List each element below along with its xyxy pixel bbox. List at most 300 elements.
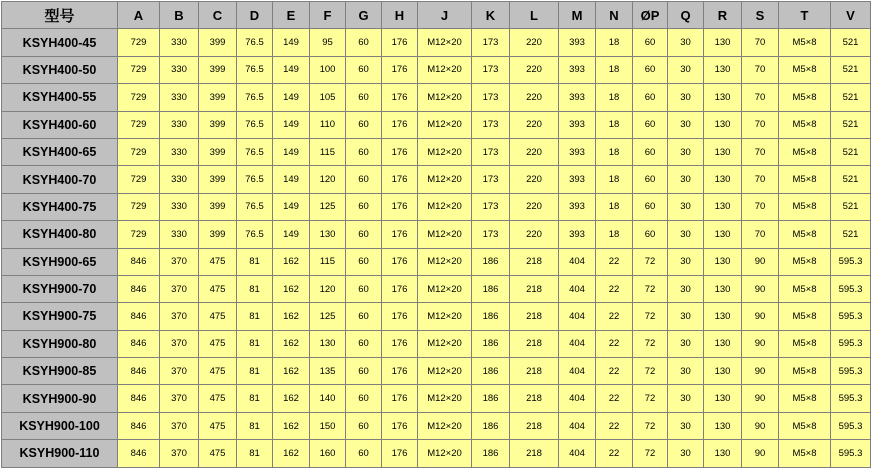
value-cell: 60 — [633, 194, 668, 221]
value-cell: 370 — [160, 440, 199, 467]
value-cell: 729 — [118, 112, 160, 139]
value-cell: 60 — [346, 221, 382, 248]
column-header-model: 型号 — [2, 2, 118, 29]
value-cell: 162 — [273, 413, 310, 440]
value-cell: 70 — [742, 57, 779, 84]
value-cell: 130 — [704, 331, 742, 358]
value-cell: 176 — [382, 276, 418, 303]
value-cell: 176 — [382, 29, 418, 56]
value-cell: 218 — [510, 358, 559, 385]
value-cell: M5×8 — [779, 331, 831, 358]
value-cell: 162 — [273, 331, 310, 358]
value-cell: 330 — [160, 84, 199, 111]
model-cell: KSYH400-70 — [2, 166, 118, 193]
value-cell: 370 — [160, 385, 199, 412]
value-cell: 218 — [510, 440, 559, 467]
value-cell: 173 — [472, 139, 510, 166]
value-cell: 76.5 — [237, 112, 273, 139]
column-header: K — [472, 2, 510, 29]
value-cell: 72 — [633, 440, 668, 467]
value-cell: 30 — [668, 194, 704, 221]
column-header: N — [596, 2, 633, 29]
value-cell: 22 — [596, 385, 633, 412]
table-row — [2, 358, 871, 385]
value-cell: 399 — [199, 221, 237, 248]
value-cell: 330 — [160, 194, 199, 221]
model-cell: KSYH900-100 — [2, 413, 118, 440]
value-cell: 72 — [633, 385, 668, 412]
value-cell: 100 — [310, 57, 346, 84]
value-cell: 149 — [273, 84, 310, 111]
value-cell: 115 — [310, 249, 346, 276]
value-cell: 186 — [472, 358, 510, 385]
value-cell: 220 — [510, 166, 559, 193]
value-cell: M5×8 — [779, 166, 831, 193]
table-row — [2, 194, 871, 221]
value-cell: 60 — [346, 139, 382, 166]
table-row — [2, 385, 871, 412]
value-cell: M12×20 — [418, 303, 472, 330]
value-cell: 330 — [160, 221, 199, 248]
value-cell: M12×20 — [418, 276, 472, 303]
value-cell: 729 — [118, 29, 160, 56]
value-cell: 404 — [559, 249, 596, 276]
column-header: Q — [668, 2, 704, 29]
value-cell: 18 — [596, 84, 633, 111]
value-cell: 149 — [273, 112, 310, 139]
value-cell: M12×20 — [418, 139, 472, 166]
value-cell: 72 — [633, 358, 668, 385]
value-cell: 521 — [831, 221, 871, 248]
value-cell: 521 — [831, 166, 871, 193]
value-cell: 475 — [199, 249, 237, 276]
value-cell: 76.5 — [237, 221, 273, 248]
value-cell: 399 — [199, 112, 237, 139]
value-cell: 521 — [831, 57, 871, 84]
value-cell: 120 — [310, 276, 346, 303]
model-cell: KSYH900-70 — [2, 276, 118, 303]
value-cell: 475 — [199, 358, 237, 385]
value-cell: 218 — [510, 249, 559, 276]
value-cell: M12×20 — [418, 331, 472, 358]
value-cell: 370 — [160, 303, 199, 330]
value-cell: 30 — [668, 57, 704, 84]
value-cell: 186 — [472, 276, 510, 303]
value-cell: M5×8 — [779, 276, 831, 303]
value-cell: 173 — [472, 221, 510, 248]
column-header: S — [742, 2, 779, 29]
value-cell: 370 — [160, 413, 199, 440]
value-cell: 218 — [510, 276, 559, 303]
value-cell: M12×20 — [418, 29, 472, 56]
value-cell: 30 — [668, 358, 704, 385]
value-cell: 475 — [199, 303, 237, 330]
value-cell: 120 — [310, 166, 346, 193]
value-cell: M12×20 — [418, 358, 472, 385]
value-cell: 404 — [559, 358, 596, 385]
value-cell: 60 — [346, 194, 382, 221]
table-row — [2, 112, 871, 139]
model-cell: KSYH400-65 — [2, 139, 118, 166]
value-cell: 186 — [472, 249, 510, 276]
model-cell: KSYH900-65 — [2, 249, 118, 276]
value-cell: 176 — [382, 413, 418, 440]
value-cell: 60 — [633, 57, 668, 84]
value-cell: 176 — [382, 166, 418, 193]
value-cell: 60 — [346, 29, 382, 56]
value-cell: 130 — [704, 139, 742, 166]
value-cell: 330 — [160, 57, 199, 84]
value-cell: 220 — [510, 112, 559, 139]
value-cell: 110 — [310, 112, 346, 139]
value-cell: 729 — [118, 194, 160, 221]
value-cell: 330 — [160, 166, 199, 193]
value-cell: 220 — [510, 29, 559, 56]
value-cell: 846 — [118, 303, 160, 330]
value-cell: 149 — [273, 57, 310, 84]
value-cell: 81 — [237, 249, 273, 276]
model-cell: KSYH400-50 — [2, 57, 118, 84]
value-cell: 30 — [668, 84, 704, 111]
value-cell: 595.3 — [831, 385, 871, 412]
value-cell: 595.3 — [831, 358, 871, 385]
value-cell: 176 — [382, 84, 418, 111]
value-cell: 130 — [704, 194, 742, 221]
value-cell: 30 — [668, 249, 704, 276]
value-cell: 186 — [472, 413, 510, 440]
value-cell: 70 — [742, 221, 779, 248]
value-cell: 176 — [382, 221, 418, 248]
value-cell: 60 — [346, 276, 382, 303]
value-cell: 149 — [273, 139, 310, 166]
value-cell: 30 — [668, 385, 704, 412]
model-cell: KSYH400-55 — [2, 84, 118, 111]
column-header: L — [510, 2, 559, 29]
value-cell: 399 — [199, 84, 237, 111]
value-cell: 81 — [237, 385, 273, 412]
value-cell: M5×8 — [779, 249, 831, 276]
value-cell: 105 — [310, 84, 346, 111]
value-cell: 149 — [273, 221, 310, 248]
value-cell: M12×20 — [418, 221, 472, 248]
value-cell: 595.3 — [831, 331, 871, 358]
model-cell: KSYH400-80 — [2, 221, 118, 248]
value-cell: 135 — [310, 358, 346, 385]
value-cell: 18 — [596, 57, 633, 84]
value-cell: 30 — [668, 276, 704, 303]
value-cell: 176 — [382, 385, 418, 412]
value-cell: 130 — [704, 413, 742, 440]
value-cell: 176 — [382, 139, 418, 166]
model-cell: KSYH900-75 — [2, 303, 118, 330]
value-cell: 130 — [704, 112, 742, 139]
value-cell: 330 — [160, 29, 199, 56]
value-cell: 370 — [160, 276, 199, 303]
value-cell: 125 — [310, 303, 346, 330]
value-cell: 72 — [633, 276, 668, 303]
value-cell: 186 — [472, 303, 510, 330]
value-cell: 90 — [742, 358, 779, 385]
model-cell: KSYH900-110 — [2, 440, 118, 467]
value-cell: M5×8 — [779, 358, 831, 385]
value-cell: 595.3 — [831, 413, 871, 440]
value-cell: 176 — [382, 440, 418, 467]
value-cell: 115 — [310, 139, 346, 166]
value-cell: 81 — [237, 358, 273, 385]
value-cell: 30 — [668, 440, 704, 467]
value-cell: M12×20 — [418, 57, 472, 84]
value-cell: 370 — [160, 331, 199, 358]
table-row — [2, 84, 871, 111]
value-cell: 162 — [273, 440, 310, 467]
value-cell: 70 — [742, 29, 779, 56]
value-cell: 90 — [742, 276, 779, 303]
value-cell: 125 — [310, 194, 346, 221]
column-header: E — [273, 2, 310, 29]
value-cell: 130 — [704, 303, 742, 330]
value-cell: 173 — [472, 194, 510, 221]
model-cell: KSYH900-85 — [2, 358, 118, 385]
value-cell: 521 — [831, 194, 871, 221]
value-cell: 18 — [596, 112, 633, 139]
value-cell: 186 — [472, 385, 510, 412]
value-cell: 60 — [346, 166, 382, 193]
model-cell: KSYH400-75 — [2, 194, 118, 221]
value-cell: 60 — [633, 29, 668, 56]
column-header: G — [346, 2, 382, 29]
value-cell: 70 — [742, 112, 779, 139]
column-header: J — [418, 2, 472, 29]
value-cell: 173 — [472, 112, 510, 139]
value-cell: 393 — [559, 194, 596, 221]
value-cell: 220 — [510, 194, 559, 221]
value-cell: 130 — [704, 57, 742, 84]
value-cell: 22 — [596, 303, 633, 330]
column-header: D — [237, 2, 273, 29]
value-cell: M5×8 — [779, 440, 831, 467]
value-cell: 176 — [382, 112, 418, 139]
value-cell: 393 — [559, 139, 596, 166]
value-cell: 81 — [237, 303, 273, 330]
value-cell: 393 — [559, 57, 596, 84]
value-cell: 130 — [704, 358, 742, 385]
value-cell: 30 — [668, 413, 704, 440]
value-cell: 22 — [596, 358, 633, 385]
value-cell: 76.5 — [237, 57, 273, 84]
value-cell: 22 — [596, 413, 633, 440]
value-cell: 130 — [704, 440, 742, 467]
value-cell: 173 — [472, 57, 510, 84]
table-row — [2, 413, 871, 440]
value-cell: 521 — [831, 139, 871, 166]
value-cell: 18 — [596, 194, 633, 221]
table-row — [2, 249, 871, 276]
table-row — [2, 57, 871, 84]
value-cell: 393 — [559, 166, 596, 193]
value-cell: 330 — [160, 139, 199, 166]
value-cell: 404 — [559, 385, 596, 412]
value-cell: 846 — [118, 413, 160, 440]
value-cell: 149 — [273, 166, 310, 193]
table-row — [2, 221, 871, 248]
value-cell: 220 — [510, 139, 559, 166]
value-cell: 60 — [633, 166, 668, 193]
value-cell: 90 — [742, 440, 779, 467]
value-cell: 30 — [668, 166, 704, 193]
value-cell: 18 — [596, 221, 633, 248]
value-cell: 60 — [346, 57, 382, 84]
column-header: V — [831, 2, 871, 29]
value-cell: 72 — [633, 413, 668, 440]
value-cell: 60 — [346, 112, 382, 139]
value-cell: 60 — [633, 112, 668, 139]
value-cell: 404 — [559, 303, 596, 330]
column-header: C — [199, 2, 237, 29]
value-cell: 18 — [596, 29, 633, 56]
value-cell: 140 — [310, 385, 346, 412]
value-cell: 846 — [118, 331, 160, 358]
value-cell: 173 — [472, 29, 510, 56]
value-cell: 521 — [831, 84, 871, 111]
value-cell: 218 — [510, 331, 559, 358]
value-cell: M5×8 — [779, 112, 831, 139]
value-cell: 22 — [596, 440, 633, 467]
column-header: H — [382, 2, 418, 29]
value-cell: M5×8 — [779, 303, 831, 330]
value-cell: 76.5 — [237, 194, 273, 221]
model-cell: KSYH400-45 — [2, 29, 118, 56]
value-cell: 399 — [199, 139, 237, 166]
value-cell: 595.3 — [831, 249, 871, 276]
value-cell: 729 — [118, 166, 160, 193]
value-cell: 595.3 — [831, 276, 871, 303]
value-cell: 76.5 — [237, 29, 273, 56]
value-cell: 22 — [596, 276, 633, 303]
table-row — [2, 29, 871, 56]
value-cell: 393 — [559, 221, 596, 248]
model-cell: KSYH900-90 — [2, 385, 118, 412]
value-cell: 846 — [118, 276, 160, 303]
value-cell: 60 — [346, 385, 382, 412]
column-header: R — [704, 2, 742, 29]
value-cell: 846 — [118, 440, 160, 467]
value-cell: M12×20 — [418, 112, 472, 139]
value-cell: 399 — [199, 57, 237, 84]
column-header: B — [160, 2, 199, 29]
value-cell: 162 — [273, 358, 310, 385]
value-cell: 90 — [742, 331, 779, 358]
value-cell: 130 — [704, 221, 742, 248]
value-cell: 729 — [118, 139, 160, 166]
value-cell: 162 — [273, 385, 310, 412]
value-cell: 176 — [382, 194, 418, 221]
value-cell: 162 — [273, 303, 310, 330]
value-cell: M5×8 — [779, 84, 831, 111]
value-cell: M12×20 — [418, 385, 472, 412]
table-row — [2, 166, 871, 193]
value-cell: 330 — [160, 112, 199, 139]
value-cell: M5×8 — [779, 413, 831, 440]
value-cell: 393 — [559, 112, 596, 139]
value-cell: 370 — [160, 249, 199, 276]
header-row — [2, 2, 871, 29]
value-cell: M12×20 — [418, 166, 472, 193]
value-cell: M5×8 — [779, 385, 831, 412]
column-header: M — [559, 2, 596, 29]
value-cell: 729 — [118, 57, 160, 84]
value-cell: 475 — [199, 413, 237, 440]
value-cell: M12×20 — [418, 440, 472, 467]
value-cell: 72 — [633, 331, 668, 358]
value-cell: M5×8 — [779, 194, 831, 221]
value-cell: 176 — [382, 249, 418, 276]
value-cell: 130 — [704, 385, 742, 412]
value-cell: 81 — [237, 331, 273, 358]
value-cell: 150 — [310, 413, 346, 440]
value-cell: 70 — [742, 194, 779, 221]
value-cell: 399 — [199, 29, 237, 56]
value-cell: 404 — [559, 331, 596, 358]
value-cell: 18 — [596, 139, 633, 166]
value-cell: 399 — [199, 194, 237, 221]
value-cell: 22 — [596, 249, 633, 276]
model-cell: KSYH400-60 — [2, 112, 118, 139]
value-cell: 176 — [382, 358, 418, 385]
value-cell: 399 — [199, 166, 237, 193]
value-cell: 130 — [310, 221, 346, 248]
value-cell: 18 — [596, 166, 633, 193]
value-cell: 60 — [346, 413, 382, 440]
value-cell: 176 — [382, 303, 418, 330]
value-cell: 76.5 — [237, 166, 273, 193]
value-cell: 220 — [510, 84, 559, 111]
column-header: A — [118, 2, 160, 29]
value-cell: 130 — [704, 29, 742, 56]
value-cell: 90 — [742, 303, 779, 330]
value-cell: M5×8 — [779, 139, 831, 166]
value-cell: 130 — [704, 276, 742, 303]
value-cell: 220 — [510, 221, 559, 248]
value-cell: 60 — [346, 249, 382, 276]
model-cell: KSYH900-80 — [2, 331, 118, 358]
value-cell: 60 — [346, 358, 382, 385]
table-body — [2, 29, 871, 467]
value-cell: M12×20 — [418, 194, 472, 221]
value-cell: 162 — [273, 249, 310, 276]
column-header: ØP — [633, 2, 668, 29]
value-cell: 173 — [472, 84, 510, 111]
value-cell: 475 — [199, 331, 237, 358]
value-cell: 30 — [668, 331, 704, 358]
value-cell: 30 — [668, 139, 704, 166]
value-cell: 130 — [704, 84, 742, 111]
value-cell: 173 — [472, 166, 510, 193]
column-header: F — [310, 2, 346, 29]
value-cell: 60 — [346, 440, 382, 467]
value-cell: 81 — [237, 440, 273, 467]
value-cell: 393 — [559, 29, 596, 56]
value-cell: 30 — [668, 221, 704, 248]
value-cell: 60 — [346, 84, 382, 111]
value-cell: 60 — [633, 139, 668, 166]
value-cell: 846 — [118, 385, 160, 412]
table-row — [2, 440, 871, 467]
value-cell: 475 — [199, 276, 237, 303]
value-cell: 76.5 — [237, 139, 273, 166]
value-cell: 90 — [742, 413, 779, 440]
value-cell: 60 — [633, 84, 668, 111]
value-cell: 729 — [118, 84, 160, 111]
